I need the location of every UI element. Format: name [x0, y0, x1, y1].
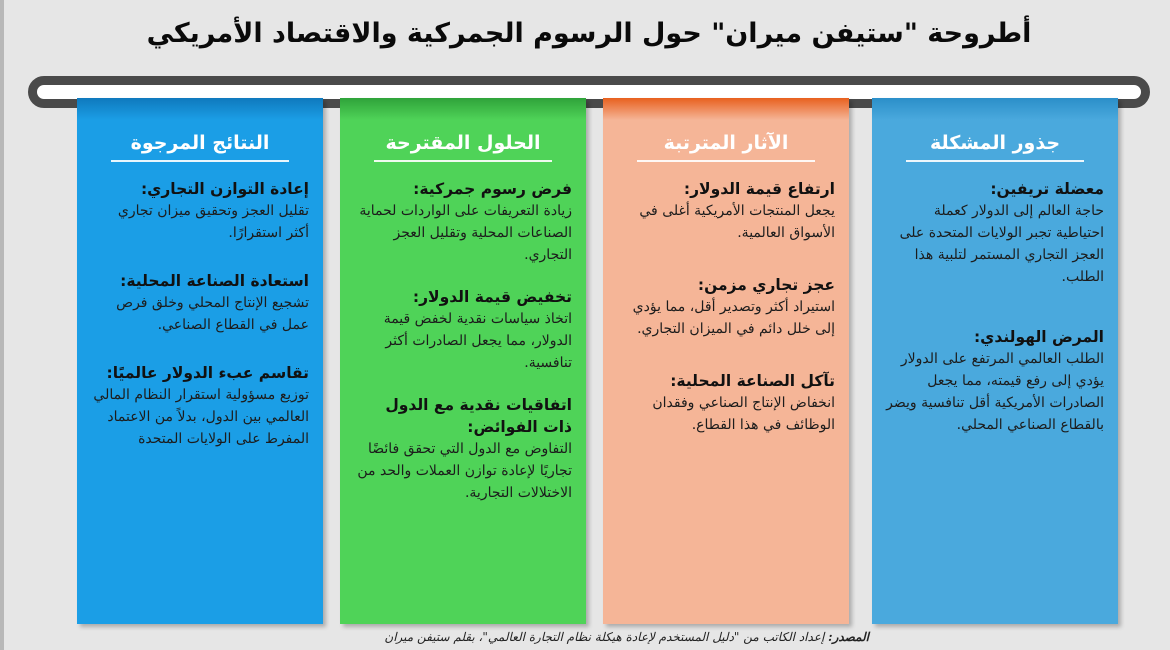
column-heading: الحلول المقترحة — [374, 132, 552, 162]
entry — [91, 178, 309, 244]
entry-text: تقليل العجز وتحقيق ميزان تجاري أكثر استقرارًا. — [117, 203, 309, 241]
entry-title: عجز تجاري مزمن: — [697, 276, 835, 294]
entry — [354, 394, 572, 504]
column-header-band — [603, 98, 849, 120]
source-label: المصدر: — [828, 630, 869, 644]
column-header-band — [340, 98, 586, 120]
entry — [354, 178, 572, 266]
page-title: أطروحة "ستيفن ميران" حول الرسوم الجمركية والاقتصاد الأمريكي — [146, 18, 1032, 49]
entry-title: تخفيض قيمة الدولار: — [412, 288, 572, 306]
column-solutions — [340, 98, 586, 624]
entry-text: حاجة العالم إلى الدولار كعملة احتياطية تجبر الولايات المتحدة على العجز التجاري المستمر لتلبية هذا الطلب. — [899, 203, 1104, 285]
entry-text: زيادة التعريفات على الواردات لحماية الصناعات المحلية وتقليل العجز التجاري. — [359, 203, 572, 263]
entry-title: إعادة التوازن التجاري: — [140, 180, 309, 198]
entry-title: اتفاقيات نقدية مع الدول ذات الفوائض: — [385, 396, 572, 436]
entry-title: تآكل الصناعة المحلية: — [670, 372, 835, 390]
column-heading: الآثار المترتبة — [637, 132, 815, 162]
entry-text: اتخاذ سياسات نقدية لخفض قيمة الدولار، مما يجعل الصادرات أكثر تنافسية. — [383, 311, 572, 371]
entry-title: معضلة تريفين: — [990, 180, 1104, 198]
entry-title: المرض الهولندي: — [973, 328, 1104, 346]
entry — [617, 178, 835, 244]
entry — [886, 326, 1104, 436]
column-header-band — [872, 98, 1118, 120]
entry — [617, 274, 835, 340]
entry — [91, 362, 309, 450]
column-heading: النتائج المرجوة — [111, 132, 289, 162]
column-results — [77, 98, 323, 624]
entry-text: يجعل المنتجات الأمريكية أغلى في الأسواق العالمية. — [639, 203, 835, 241]
entry-title: فرض رسوم جمركية: — [413, 180, 572, 198]
entry-text: الطلب العالمي المرتفع على الدولار يؤدي إلى رفع قيمته، مما يجعل الصادرات الأمريكية أقل تنافسية ويضر بالقطاع الصناعي المحلي. — [886, 351, 1104, 433]
column-effects — [603, 98, 849, 624]
entry-text: توزيع مسؤولية استقرار النظام المالي العالمي بين الدول، بدلاً من الاعتماد المفرط على الولايات المتحدة — [93, 387, 309, 447]
entry-text: التفاوض مع الدول التي تحقق فائضًا تجاريًا لإعادة توازن العملات والحد من الاختلالات التجارية. — [357, 441, 572, 501]
source-text: إعداد الكاتب من "دليل المستخدم لإعادة هيكلة نظام التجارة العالمي"، بقلم ستيفن ميران — [384, 630, 825, 644]
entry-text: تشجيع الإنتاج المحلي وخلق فرص عمل في القطاع الصناعي. — [116, 295, 309, 333]
entry-title: تقاسم عبء الدولار عالميًا: — [106, 364, 309, 382]
column-heading: جذور المشكلة — [906, 132, 1084, 162]
column-header-band — [77, 98, 323, 120]
entry-title: استعادة الصناعة المحلية: — [120, 272, 309, 290]
entry-text: انخفاض الإنتاج الصناعي وفقدان الوظائف في هذا القطاع. — [652, 395, 835, 433]
entry-title: ارتفاع قيمة الدولار: — [683, 180, 835, 198]
entry — [354, 286, 572, 374]
entry — [91, 270, 309, 336]
entry — [886, 178, 1104, 288]
entry-text: استيراد أكثر وتصدير أقل، مما يؤدي إلى خلل دائم في الميزان التجاري. — [632, 299, 835, 337]
source-note — [304, 630, 869, 644]
column-roots — [872, 98, 1118, 624]
entry — [617, 370, 835, 436]
